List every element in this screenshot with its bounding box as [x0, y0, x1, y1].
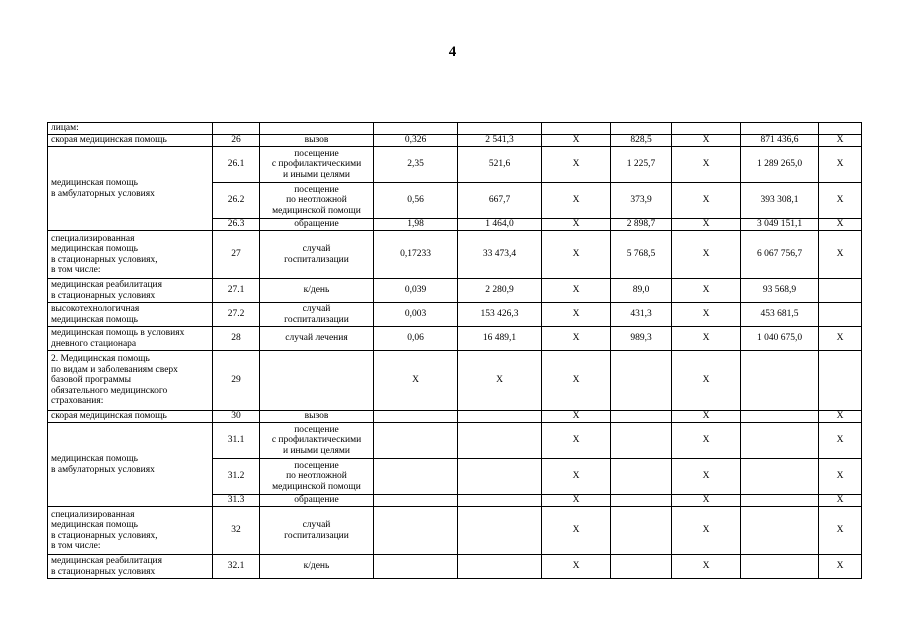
row-code-cell: 26.1	[213, 147, 260, 183]
per-capita-budget-cell: Х	[542, 135, 611, 147]
per-capita-oms-cell	[611, 423, 672, 459]
per-capita-oms-cell	[611, 351, 672, 411]
volume-norm-cell	[374, 423, 458, 459]
table-row	[48, 147, 862, 183]
volume-norm-cell: 1,98	[374, 219, 458, 231]
total-oms-cell	[741, 411, 819, 423]
share-percent-cell: Х	[819, 147, 862, 183]
row-code-cell: 30	[213, 411, 260, 423]
total-budget-cell: Х	[672, 303, 741, 327]
per-capita-oms-cell: 89,0	[611, 279, 672, 303]
unit-of-measure-cell: случай госпитализации	[260, 303, 374, 327]
per-capita-oms-cell: 373,9	[611, 183, 672, 219]
per-capita-oms-cell	[611, 459, 672, 495]
row-name: лицам:	[48, 123, 213, 135]
per-capita-oms-cell	[611, 411, 672, 423]
cost-norm-cell	[458, 423, 542, 459]
unit-of-measure-cell	[260, 351, 374, 411]
row-code-cell: 27.2	[213, 303, 260, 327]
row-name: специализированная медицинская помощь в стационарных условиях, в том числе:	[48, 507, 213, 555]
total-oms-cell	[741, 351, 819, 411]
volume-norm-cell: 0,06	[374, 327, 458, 351]
share-percent-cell: Х	[819, 423, 862, 459]
row-code-cell: 32.1	[213, 555, 260, 579]
total-budget-cell: Х	[672, 327, 741, 351]
volume-norm-cell	[374, 555, 458, 579]
volume-norm-cell: 2,35	[374, 147, 458, 183]
unit-of-measure-cell: случай лечения	[260, 327, 374, 351]
share-percent-cell: Х	[819, 231, 862, 279]
unit-of-measure-cell: обращение	[260, 495, 374, 507]
total-budget-cell: Х	[672, 555, 741, 579]
volume-norm-cell	[374, 459, 458, 495]
table-row	[48, 231, 862, 279]
per-capita-budget-cell: Х	[542, 507, 611, 555]
share-percent-cell: Х	[819, 555, 862, 579]
per-capita-oms-cell	[611, 555, 672, 579]
table-row	[48, 327, 862, 351]
total-oms-cell	[741, 507, 819, 555]
per-capita-oms-cell: 989,3	[611, 327, 672, 351]
share-percent-cell: Х	[819, 411, 862, 423]
table-row	[48, 507, 862, 555]
volume-norm-cell: 0,039	[374, 279, 458, 303]
cost-norm-cell	[458, 459, 542, 495]
row-name: медицинская помощь в амбулаторных условиях	[48, 423, 213, 507]
per-capita-budget-cell: Х	[542, 219, 611, 231]
total-budget-cell: Х	[672, 459, 741, 495]
cost-norm-cell	[458, 495, 542, 507]
cost-norm-cell: 16 489,1	[458, 327, 542, 351]
per-capita-budget-cell: Х	[542, 183, 611, 219]
unit-of-measure-cell: посещение по неотложной медицинской помощи	[260, 459, 374, 495]
per-capita-oms-cell	[611, 495, 672, 507]
share-percent-cell	[819, 351, 862, 411]
per-capita-oms-cell: 1 225,7	[611, 147, 672, 183]
total-budget-cell: Х	[672, 279, 741, 303]
unit-of-measure-cell: вызов	[260, 411, 374, 423]
total-oms-cell	[741, 459, 819, 495]
table-row	[48, 555, 862, 579]
per-capita-oms-cell: 2 898,7	[611, 219, 672, 231]
row-code-cell: 31.2	[213, 459, 260, 495]
unit-of-measure-cell: случай госпитализации	[260, 231, 374, 279]
row-name: скорая медицинская помощь	[48, 411, 213, 423]
total-oms-cell: 93 568,9	[741, 279, 819, 303]
total-oms-cell: 1 289 265,0	[741, 147, 819, 183]
unit-of-measure-cell: посещение по неотложной медицинской помощи	[260, 183, 374, 219]
total-budget-cell: Х	[672, 423, 741, 459]
program-cost-table	[47, 122, 862, 579]
cost-norm-cell: Х	[458, 351, 542, 411]
share-percent-cell	[819, 303, 862, 327]
row-code-cell: 29	[213, 351, 260, 411]
share-percent-cell	[819, 279, 862, 303]
volume-norm-cell: 0,17233	[374, 231, 458, 279]
unit-of-measure-cell: вызов	[260, 135, 374, 147]
per-capita-budget-cell: Х	[542, 459, 611, 495]
cost-norm-cell	[458, 411, 542, 423]
unit-of-measure-cell: к/день	[260, 555, 374, 579]
cost-norm-cell: 2 280,9	[458, 279, 542, 303]
share-percent-cell: Х	[819, 495, 862, 507]
row-name: 2. Медицинская помощь по видам и заболеваниям сверх базовой программы обязательного медицинского страхования:	[48, 351, 213, 411]
share-percent-cell: Х	[819, 219, 862, 231]
total-budget-cell: Х	[672, 219, 741, 231]
share-percent-cell: Х	[819, 183, 862, 219]
volume-norm-cell	[374, 411, 458, 423]
cost-norm-cell: 153 426,3	[458, 303, 542, 327]
table-row	[48, 303, 862, 327]
total-budget-cell: Х	[672, 231, 741, 279]
row-code-cell: 31.3	[213, 495, 260, 507]
row-code-cell: 32	[213, 507, 260, 555]
total-oms-cell	[741, 423, 819, 459]
total-budget-cell: Х	[672, 495, 741, 507]
cost-norm-cell: 1 464,0	[458, 219, 542, 231]
total-oms-cell: 393 308,1	[741, 183, 819, 219]
row-code-cell: 31.1	[213, 423, 260, 459]
total-oms-cell	[741, 495, 819, 507]
per-capita-budget-cell: Х	[542, 147, 611, 183]
row-code-cell: 28	[213, 327, 260, 351]
cost-norm-cell: 2 541,3	[458, 135, 542, 147]
total-oms-cell: 871 436,6	[741, 135, 819, 147]
total-budget-cell	[672, 123, 741, 135]
total-budget-cell: Х	[672, 411, 741, 423]
unit-of-measure-cell: посещение с профилактическими и иными целями	[260, 423, 374, 459]
per-capita-budget-cell: Х	[542, 231, 611, 279]
unit-of-measure-cell: к/день	[260, 279, 374, 303]
row-name: скорая медицинская помощь	[48, 135, 213, 147]
per-capita-budget-cell: Х	[542, 327, 611, 351]
row-name: медицинская реабилитация в стационарных условиях	[48, 279, 213, 303]
unit-of-measure-cell: случай госпитализации	[260, 507, 374, 555]
total-oms-cell: 1 040 675,0	[741, 327, 819, 351]
total-oms-cell	[741, 555, 819, 579]
per-capita-budget-cell	[542, 123, 611, 135]
row-code-cell	[213, 123, 260, 135]
volume-norm-cell: 0,56	[374, 183, 458, 219]
row-code-cell: 26.3	[213, 219, 260, 231]
total-budget-cell: Х	[672, 351, 741, 411]
total-budget-cell: Х	[672, 183, 741, 219]
per-capita-budget-cell: Х	[542, 495, 611, 507]
unit-of-measure-cell	[260, 123, 374, 135]
share-percent-cell: Х	[819, 135, 862, 147]
per-capita-budget-cell: Х	[542, 303, 611, 327]
total-oms-cell	[741, 123, 819, 135]
total-oms-cell: 453 681,5	[741, 303, 819, 327]
per-capita-oms-cell: 431,3	[611, 303, 672, 327]
row-code-cell: 26	[213, 135, 260, 147]
total-budget-cell: Х	[672, 507, 741, 555]
per-capita-budget-cell: Х	[542, 351, 611, 411]
row-code-cell: 27.1	[213, 279, 260, 303]
table-row	[48, 135, 862, 147]
per-capita-budget-cell: Х	[542, 411, 611, 423]
row-code-cell: 26.2	[213, 183, 260, 219]
volume-norm-cell: 0,326	[374, 135, 458, 147]
per-capita-oms-cell	[611, 507, 672, 555]
row-name: медицинская реабилитация в стационарных условиях	[48, 555, 213, 579]
volume-norm-cell	[374, 507, 458, 555]
share-percent-cell: Х	[819, 327, 862, 351]
table-row	[48, 423, 862, 459]
row-name: специализированная медицинская помощь в стационарных условиях, в том числе:	[48, 231, 213, 279]
table-body	[48, 123, 862, 579]
cost-norm-cell: 667,7	[458, 183, 542, 219]
total-oms-cell: 3 049 151,1	[741, 219, 819, 231]
page-number: 4	[448, 44, 457, 60]
cost-norm-cell: 33 473,4	[458, 231, 542, 279]
unit-of-measure-cell: обращение	[260, 219, 374, 231]
share-percent-cell: Х	[819, 459, 862, 495]
per-capita-budget-cell: Х	[542, 555, 611, 579]
row-name: медицинская помощь в условиях дневного стационара	[48, 327, 213, 351]
cost-norm-cell	[458, 507, 542, 555]
volume-norm-cell	[374, 495, 458, 507]
cost-norm-cell	[458, 555, 542, 579]
share-percent-cell	[819, 123, 862, 135]
total-budget-cell: Х	[672, 147, 741, 183]
cost-norm-cell: 521,6	[458, 147, 542, 183]
volume-norm-cell	[374, 123, 458, 135]
total-oms-cell: 6 067 756,7	[741, 231, 819, 279]
table-row	[48, 411, 862, 423]
per-capita-budget-cell: Х	[542, 279, 611, 303]
share-percent-cell: Х	[819, 507, 862, 555]
per-capita-budget-cell: Х	[542, 423, 611, 459]
cost-norm-cell	[458, 123, 542, 135]
per-capita-oms-cell: 828,5	[611, 135, 672, 147]
per-capita-oms-cell: 5 768,5	[611, 231, 672, 279]
volume-norm-cell: Х	[374, 351, 458, 411]
table-row	[48, 351, 862, 411]
total-budget-cell: Х	[672, 135, 741, 147]
row-name: медицинская помощь в амбулаторных условиях	[48, 147, 213, 231]
row-code-cell: 27	[213, 231, 260, 279]
per-capita-oms-cell	[611, 123, 672, 135]
unit-of-measure-cell: посещение с профилактическими и иными целями	[260, 147, 374, 183]
row-name: высокотехнологичная медицинская помощь	[48, 303, 213, 327]
volume-norm-cell: 0,003	[374, 303, 458, 327]
table-row	[48, 279, 862, 303]
table-row	[48, 123, 862, 135]
